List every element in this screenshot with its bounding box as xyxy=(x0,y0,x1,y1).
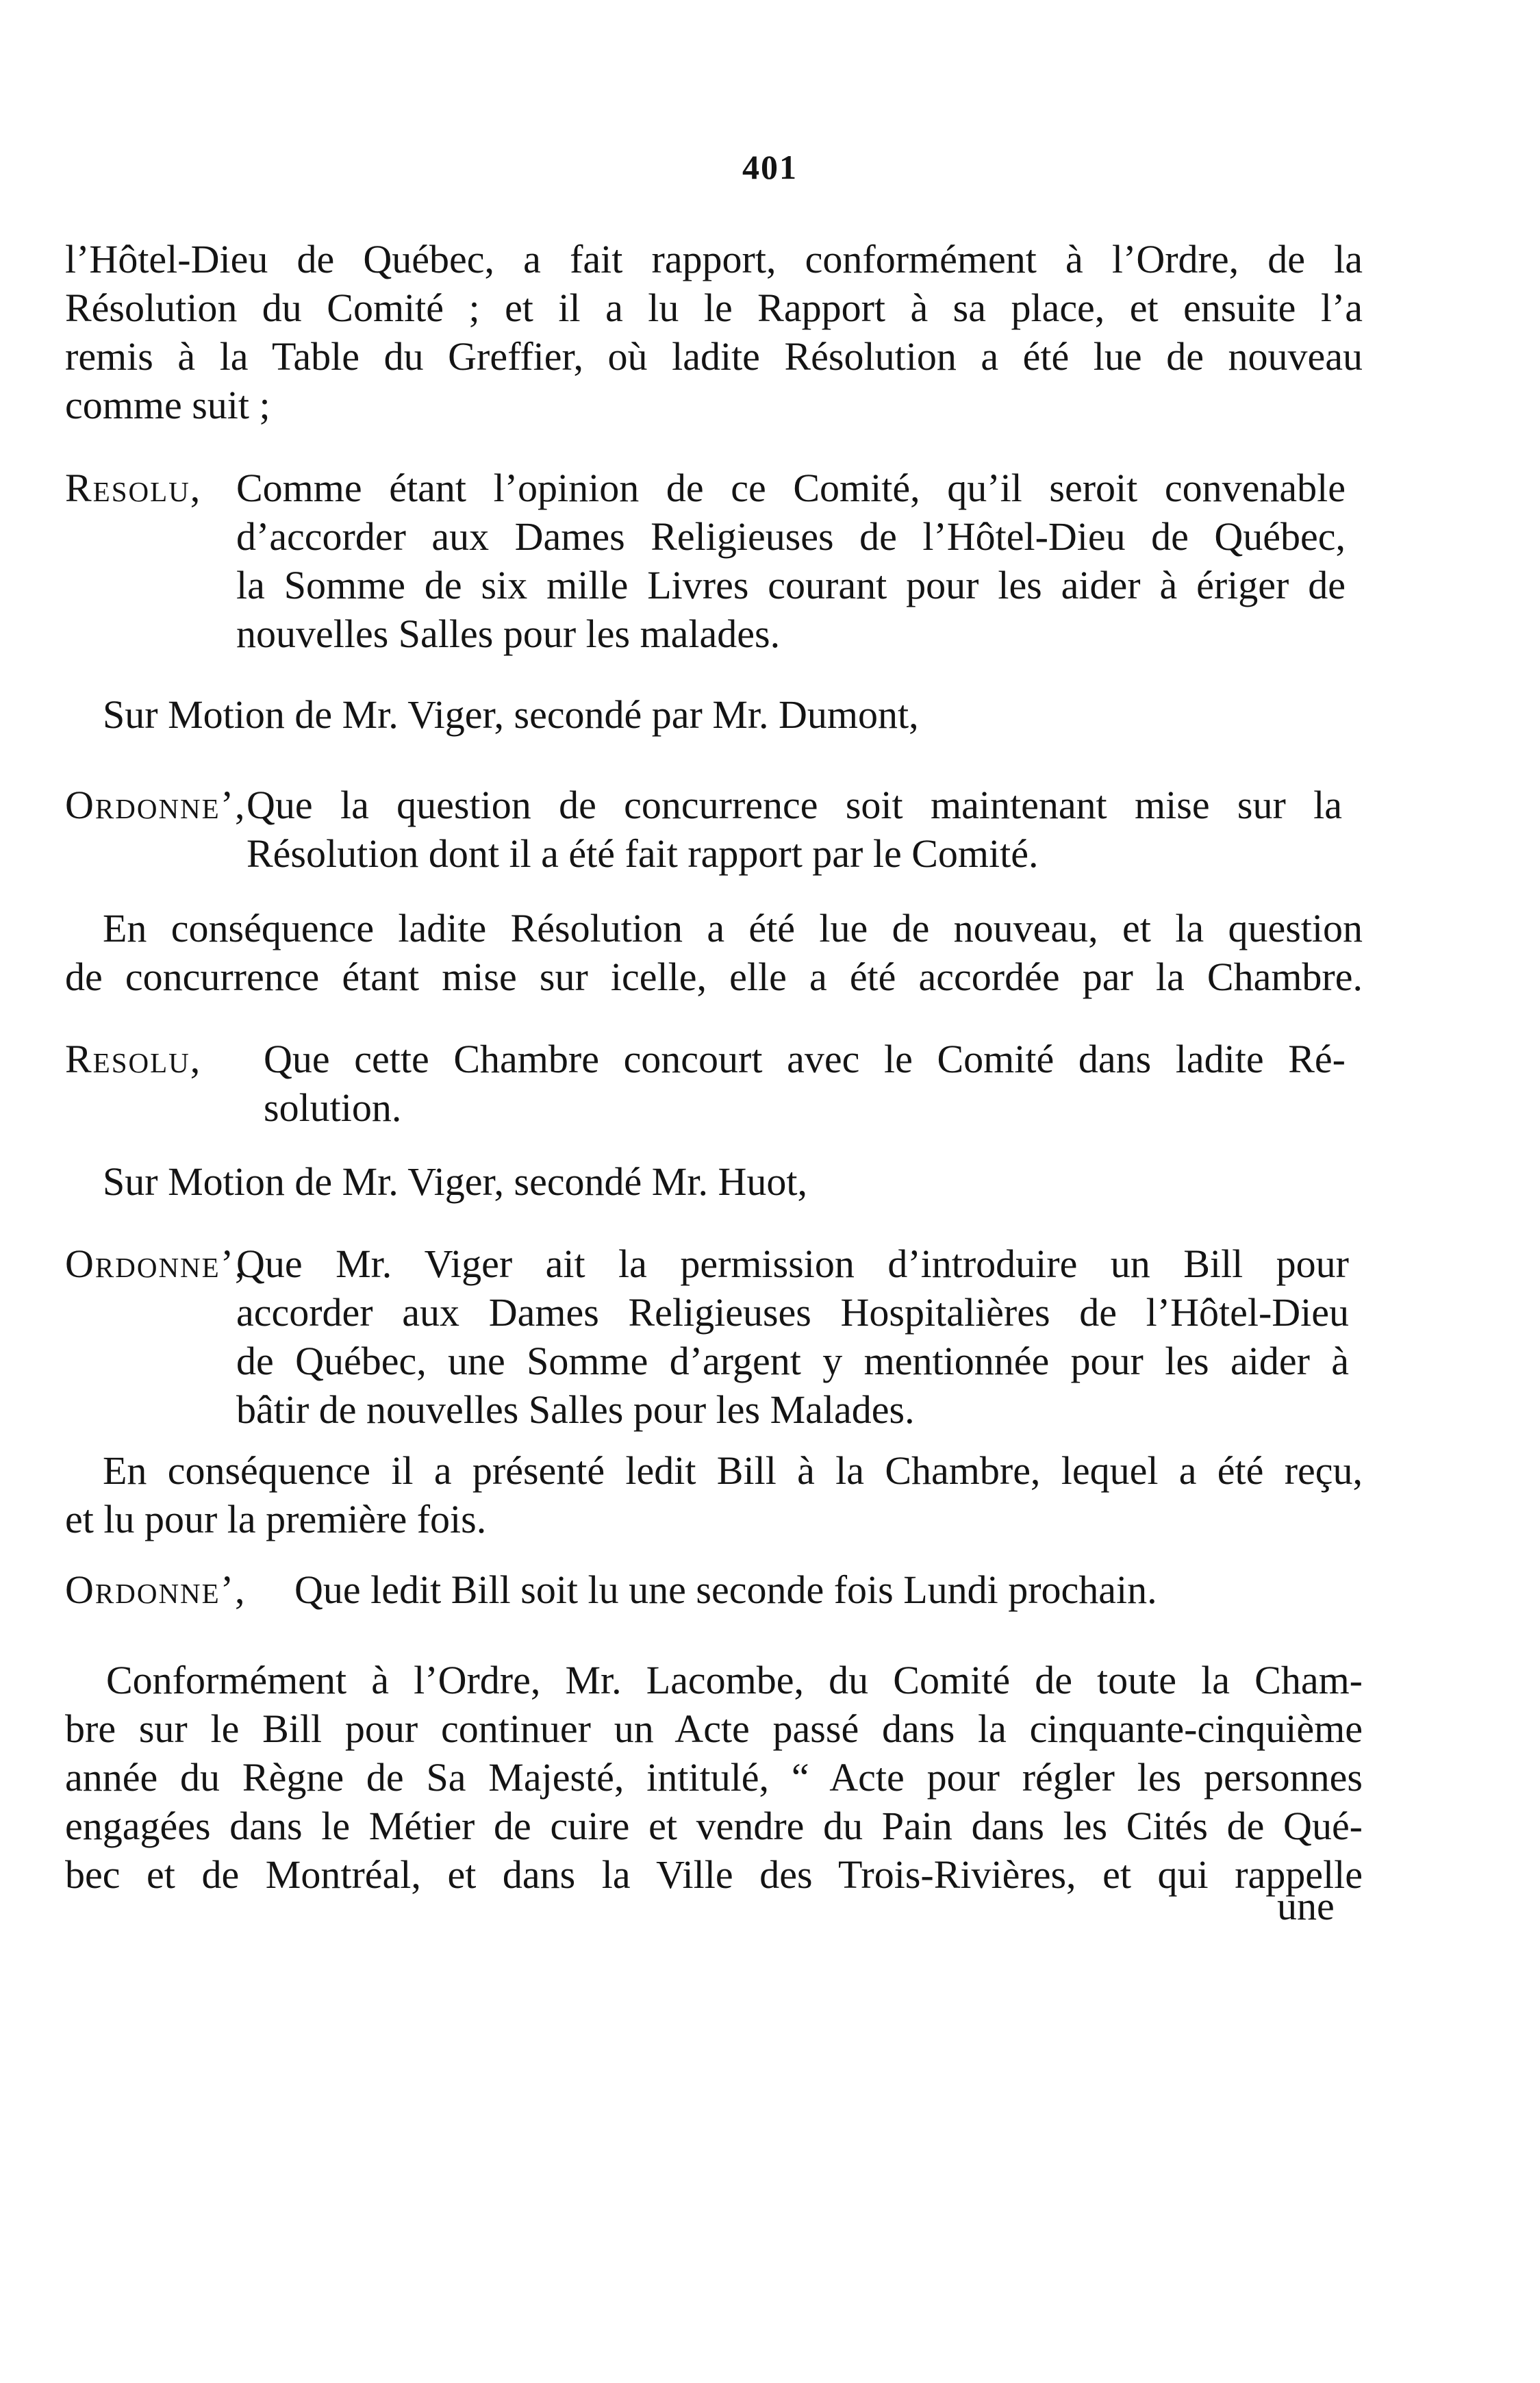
resolu-label: Resolu, xyxy=(65,466,202,510)
text-line: de concurrence étant mise sur icelle, elle a été accordée par la Chambre. xyxy=(65,955,1363,999)
text-line: Que Mr. Viger ait la permission d’introduire un Bill pour xyxy=(236,1241,1349,1286)
text-line: accorder aux Dames Religieuses Hospitalières de l’Hôtel-Dieu xyxy=(236,1290,1349,1335)
paragraph-concurrence xyxy=(65,904,1363,1001)
text-line: bre sur le Bill pour continuer un Acte passé dans la cinquante-cinquième xyxy=(65,1706,1363,1751)
text-line: Résolution dont il a été fait rapport par le Comité. xyxy=(247,831,1039,876)
text-line: Sur Motion de Mr. Viger, secondé par Mr. Dumont, xyxy=(103,692,919,737)
text-line: En conséquence il a présenté ledit Bill à la Chambre, lequel a été reçu, xyxy=(103,1448,1363,1493)
text-line: et lu pour la première fois. xyxy=(65,1497,487,1541)
resolution-text xyxy=(264,1035,1346,1132)
text-line: Que la question de concurrence soit maintenant mise sur la xyxy=(247,783,1342,827)
order-text xyxy=(236,1239,1349,1434)
text-line: En conséquence ladite Résolution a été lue de nouveau, et la question xyxy=(103,906,1363,950)
text-line: de Québec, une Somme d’argent y mentionnée pour les aider à xyxy=(236,1339,1349,1383)
ordonne-label: Ordonne’, xyxy=(65,1241,247,1286)
ordonne-label: Ordonne’, xyxy=(65,783,247,827)
text-line: bec et de Montréal, et dans la Ville des Trois-Rivières, et qui rappelle xyxy=(65,1852,1363,1897)
text-line: Conformément à l’Ordre, Mr. Lacombe, du Comité de toute la Cham- xyxy=(106,1658,1363,1702)
resolu-label: Resolu, xyxy=(65,1037,202,1081)
paragraph-report xyxy=(65,235,1363,429)
text-line: solution. xyxy=(264,1085,402,1130)
resolution-text xyxy=(236,464,1346,658)
text-line: la Somme de six mille Livres courant pour les aider à ériger de xyxy=(236,563,1346,607)
text-line: remis à la Table du Greffier, où ladite Résolution a été lue de nouveau xyxy=(65,334,1363,379)
paragraph-lacombe xyxy=(65,1656,1363,1899)
motion-text xyxy=(103,1157,807,1206)
text-line: d’accorder aux Dames Religieuses de l’Hôtel-Dieu de Québec, xyxy=(236,514,1346,559)
order-text xyxy=(247,781,1342,878)
text-line: nouvelles Salles pour les malades. xyxy=(236,611,781,656)
paragraph-bill-presented xyxy=(65,1446,1363,1543)
text-line: Résolution du Comité ; et il a lu le Rapport à sa place, et ensuite l’a xyxy=(65,286,1363,330)
catchword: une xyxy=(1277,1884,1335,1928)
order-text xyxy=(294,1565,1157,1614)
text-line: comme suit ; xyxy=(65,383,270,427)
text-line: Comme étant l’opinion de ce Comité, qu’il seroit convenable xyxy=(236,466,1346,510)
ordonne-label: Ordonne’, xyxy=(65,1567,247,1612)
text-line: année du Règne de Sa Majesté, intitulé, “ Acte pour régler les personnes xyxy=(65,1755,1363,1800)
text-line: Que ledit Bill soit lu une seconde fois Lundi prochain. xyxy=(294,1567,1157,1612)
text-line: l’Hôtel-Dieu de Québec, a fait rapport, conformément à l’Ordre, de la xyxy=(65,237,1363,281)
text-line: Que cette Chambre concourt avec le Comité dans ladite Ré- xyxy=(264,1037,1346,1081)
text-line: Sur Motion de Mr. Viger, secondé Mr. Huot, xyxy=(103,1159,807,1204)
text-line: engagées dans le Métier de cuire et vendre du Pain dans les Cités de Qué- xyxy=(65,1804,1363,1848)
motion-text xyxy=(103,690,919,739)
page-number: 401 xyxy=(742,148,798,186)
text-line: bâtir de nouvelles Salles pour les Malades. xyxy=(236,1387,915,1432)
